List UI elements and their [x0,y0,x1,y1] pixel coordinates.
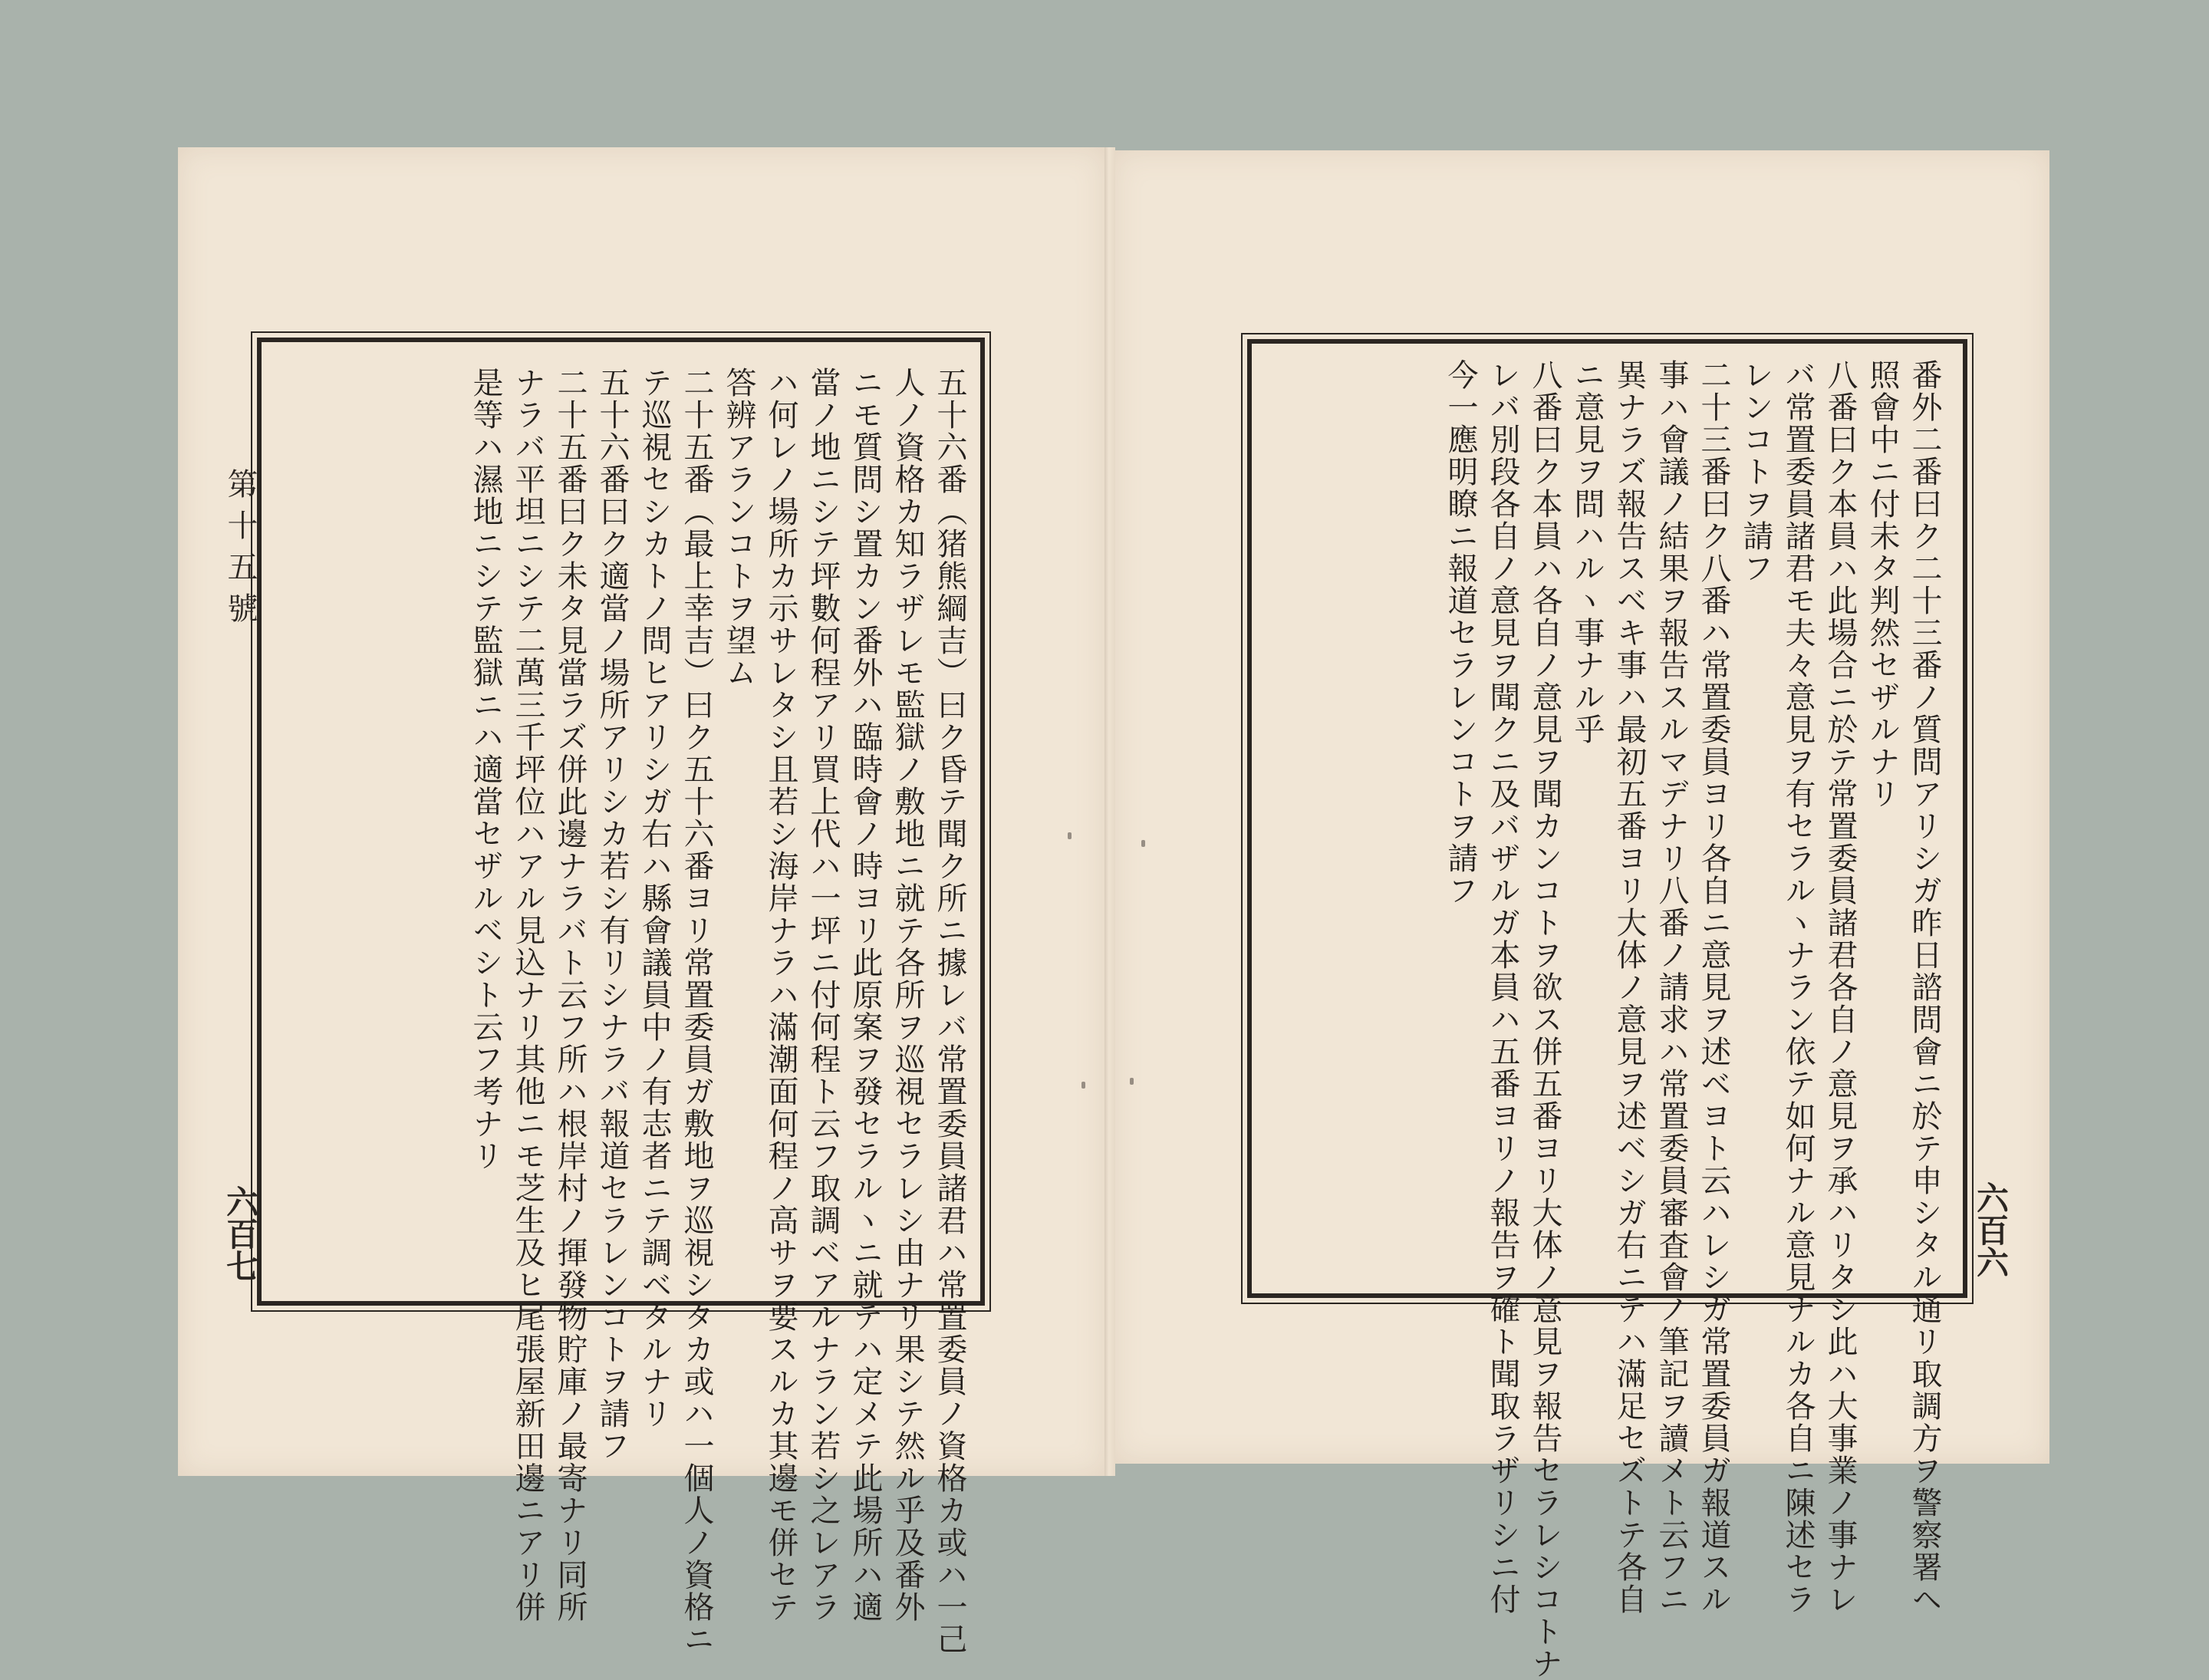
text-column: 照會中ニ付未タ判然セザルナリ [1865,359,1900,810]
text-column: 八番曰ク本員ハ各自ノ意見ヲ聞カンコトヲ欲ス併五番ヨリ大体ノ意見ヲ報告セラレシコトナ [1527,359,1562,1680]
text-column: 異ナラズ報告スベキ事ハ最初五番ヨリ大体ノ意見ヲ述ベシガ右ニテハ滿足セズトテ各自 [1611,359,1647,1616]
right-page-number: 六百六 [1972,1181,2010,1278]
text-column: 五十六番（猪熊綱吉）曰ク昏テ聞ク所ニ據レバ常置委員諸君ハ常置委員ノ資格カ或ハ一己 [932,367,967,1655]
text-column: ニモ質問シ置カン番外ハ臨時會ノ時ヨリ此原案ヲ發セラルヽニ就テハ定メテ此場所ハ適 [848,367,883,1623]
text-column: 二十五番（最上幸吉）曰ク五十六番ヨリ常置委員ガ敷地ヲ巡視シタカ或ハ一個人ノ資格ニ [679,367,714,1655]
book-gutter [1104,147,1115,1476]
text-column: レバ別段各自ノ意見ヲ聞クニ及バザルガ本員ハ五番ヨリノ報告ヲ確ト聞取ラザリシニ付 [1485,359,1520,1616]
paper-speck [1068,832,1072,839]
text-column: 事ハ會議ノ結果ヲ報告スルマデナリ八番ノ請求ハ常置委員審査會ノ筆記ヲ讀メト云フニ [1654,359,1689,1616]
text-column: 二十三番曰ク八番ハ常置委員ヨリ各自ニ意見ヲ述ベヨト云ハレシガ常置委員ガ報道スル [1696,359,1731,1616]
text-column: 答辨アランコトヲ望ム [721,367,756,689]
text-column: ナラバ平坦ニシテ二萬三千坪位ハアル見込ナリ其他ニモ芝生及ヒ尾張屋新田邊ニアリ併 [510,367,545,1623]
text-column: レンコトヲ請フ [1738,359,1773,585]
text-column: 五十六番曰ク適當ノ場所アリシカ若シ有リシナラバ報道セラレンコトヲ請フ [594,367,630,1462]
text-column: 今一應明瞭ニ報道セラレンコトヲ請フ [1443,359,1478,907]
paper-speck [1141,840,1145,847]
text-column: テ巡視セシカトノ問ヒアリシガ右ハ縣會議員中ノ有志者ニテ調ベタルナリ [637,367,672,1430]
text-column: 人ノ資格カ知ラザレモ監獄ノ敷地ニ就テ各所ヲ巡視セラレシ由ナリ果シテ然ル乎及番外 [890,367,925,1623]
text-column: 是等ハ濕地ニシテ監獄ニハ適當セザルベシト云フ考ナリ [468,367,503,1172]
left-page-text [288,367,970,1655]
text-column: バ常置委員諸君モ夫々意見ヲ有セラルヽナラン依テ如何ナル意見ナルカ各自ニ陳述セラ [1780,359,1816,1616]
text-column: 當ノ地ニシテ坪數何程アリ買上代ハ一坪ニ付何程ト云フ取調ベアルナラン若シ之レアラ [805,367,841,1623]
left-page-number: 六百七 [222,1185,259,1282]
issue-label: 第十五號 [222,468,258,634]
text-column: ハ何レノ場所カ示サレタシ且若シ海岸ナラハ滿潮面何程ノ高サヲ要スルカ其邊モ併セテ [763,367,798,1623]
text-column: ニ意見ヲ問ハルヽ事ナル乎 [1569,359,1605,746]
paper-speck [1081,1082,1085,1089]
text-column: 八番曰ク本員ハ此場合ニ於テ常置委員諸君各自ノ意見ヲ承ハリタシ此ハ大事業ノ事ナレ [1822,359,1858,1616]
paper-speck [1130,1078,1134,1085]
text-column: 番外二番曰ク二十三番ノ質問アリシガ昨日諮問會ニ於テ申シタル通リ取調方ヲ警察署ヘ [1907,359,1942,1616]
right-page-text [1270,359,1945,1680]
text-column: 二十五番曰ク未タ見當ラズ併此邊ナラバト云フ所ハ根岸村ノ揮發物貯庫ノ最寄ナリ同所 [552,367,588,1623]
